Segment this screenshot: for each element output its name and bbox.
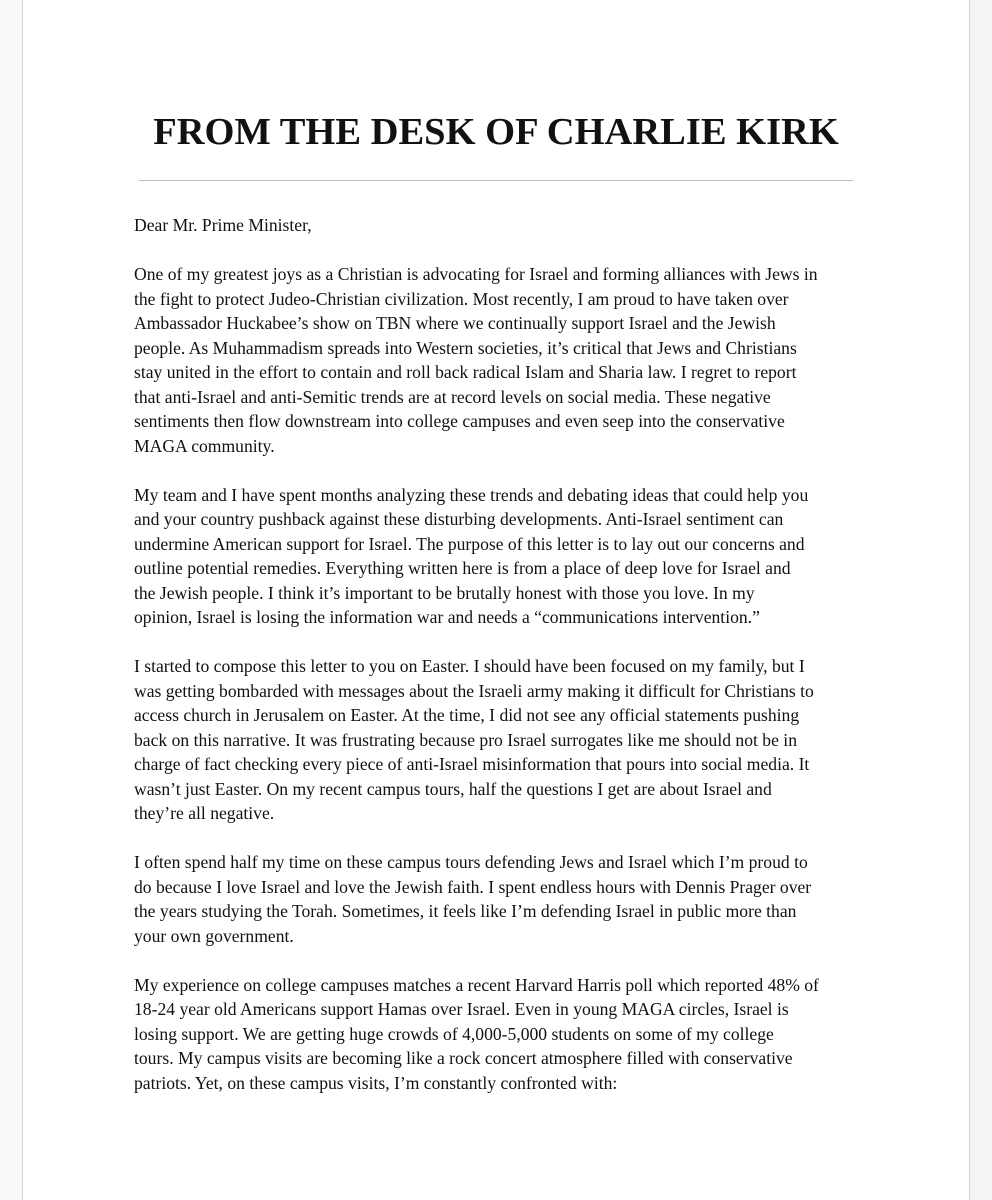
letterhead-title: FROM THE DESK OF CHARLIE KIRK [153,111,839,153]
letter-salutation: Dear Mr. Prime Minister, [134,215,312,235]
page-right-edge [969,0,970,1200]
page-left-edge [22,0,23,1200]
letter-paragraph-2: My team and I have spent months analyzing these trends and debating ideas that could help you and your country pushback against these disturbing developments. Anti-Israel sentiment can undermine American support for Israel. The purpose of this letter is to lay out our concerns and outline potential remedies. Everything written here is from a place of deep love for Israel and the Jewish people. I think it’s important to be brutally honest with those you love. In my opinion, Israel is losing the information war and needs a “communications intervention.” [134,484,809,627]
letter-paragraph-5: My experience on college campuses matches a recent Harvard Harris poll which reported 48% of 18-24 year old Americans support Hamas over Israel. Even in young MAGA circles, Israel is losing support. We are getting huge crowds of 4,000-5,000 students on some of my college tours. My campus visits are becoming like a rock concert atmosphere filled with conservative patriots. Yet, on these campus visits, I’m constantly confronted with: [134,974,819,1093]
page-right-margin-shadow [970,0,992,1200]
letter-paragraph-4: I often spend half my time on these campus tours defending Jews and Israel which I’m proud to do because I love Israel and love the Jewish faith. I spent endless hours with Dennis Prager over the years studying the Torah. Sometimes, it feels like I’m defending Israel in public more than your own government. [134,852,812,946]
page-left-margin-shadow [0,0,22,1200]
letter-paragraph-3: I started to compose this letter to you on Easter. I should have been focused on my family, but I was getting bombarded with messages about the Israeli army making it difficult for Christians to access church in Jerusalem on Easter. At the time, I did not see any official statements pushing back on this narrative. It was frustrating because pro Israel surrogates like me should not be in charge of fact checking every piece of anti-Israel misinformation that pours into social media. It wasn’t just Easter. On my recent campus tours, half the questions I get are about Israel and they’re all negative. [134,656,814,823]
letterhead-divider [139,180,853,181]
letter-paragraph-1: One of my greatest joys as a Christian is advocating for Israel and forming alliances with Jews in the fight to protect Judeo-Christian civilization. Most recently, I am proud to have taken over Ambassador Huckabee’s show on TBN where we continually support Israel and the Jewish people. As Muhammadism spreads into Western societies, it’s critical that Jews and Christians stay united in the effort to contain and roll back radical Islam and Sharia law. I regret to report that anti-Israel and anti-Semitic trends are at record levels on social media. These negative sentiments then flow downstream into college campuses and even seep into the conservative MAGA community. [134,264,818,456]
letter-body [134,213,874,1120]
